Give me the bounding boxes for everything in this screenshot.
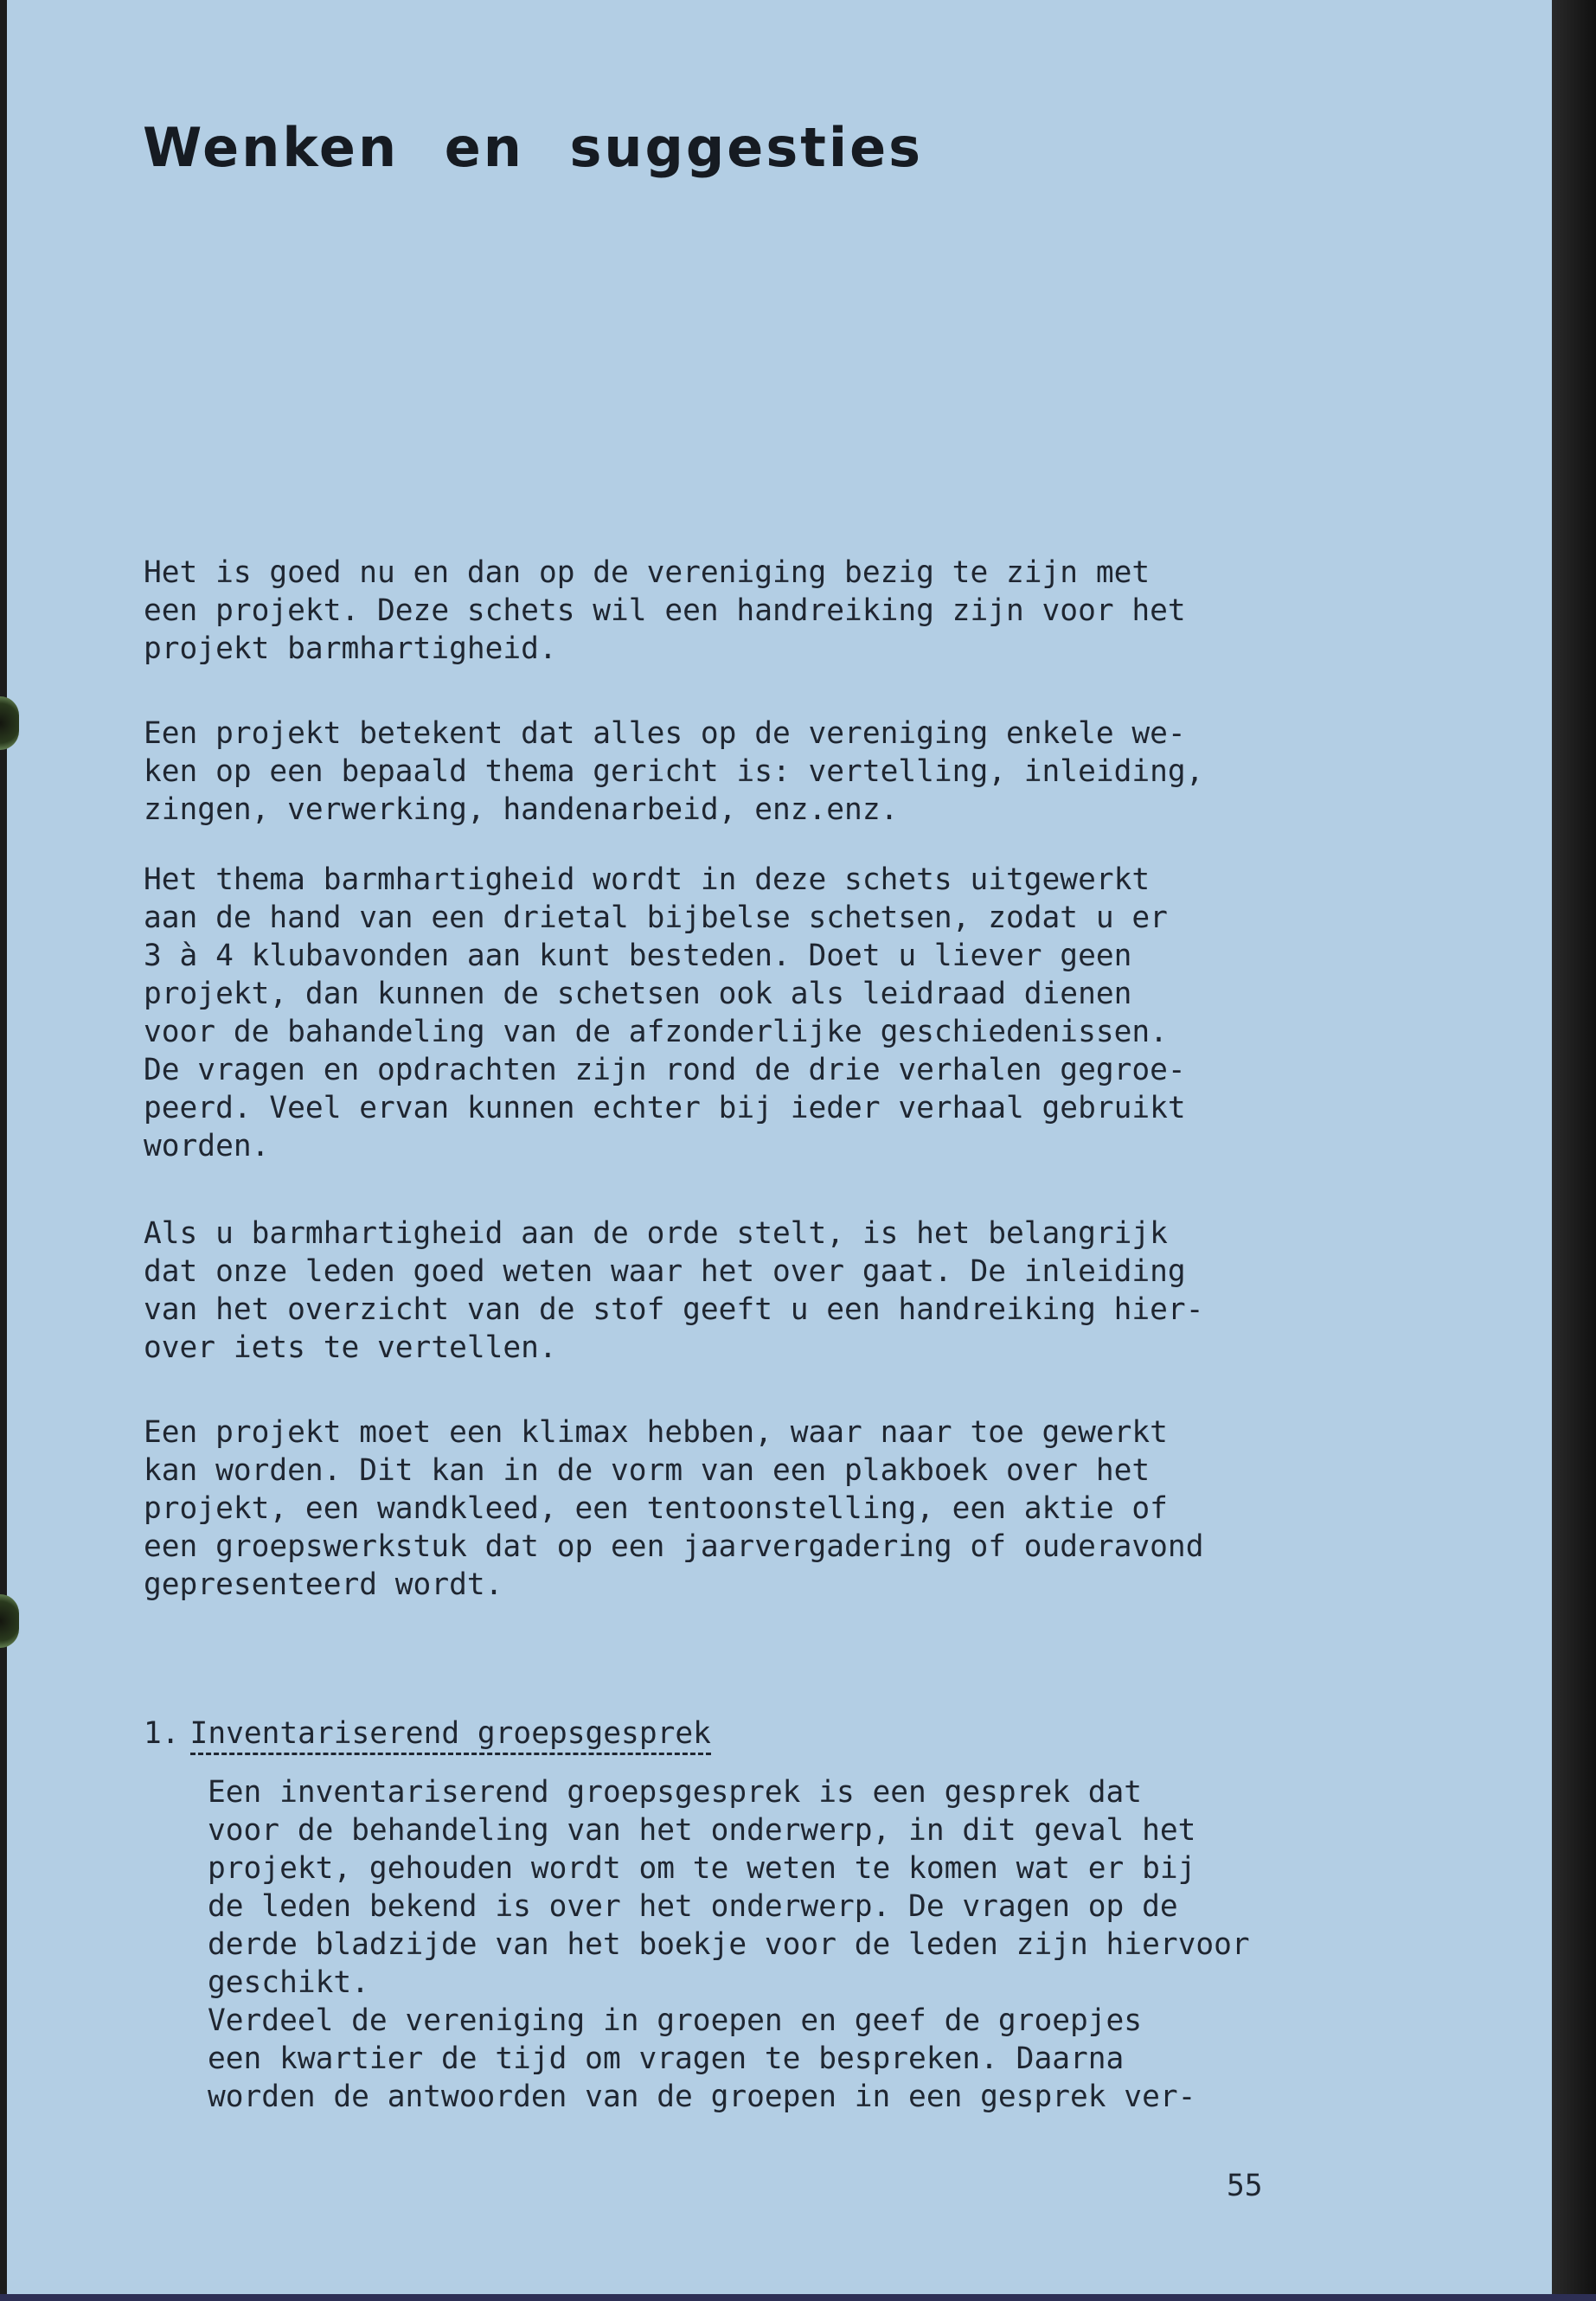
paragraph-line: 3 à 4 klubavonden aan kunt besteden. Doet u liever geen [144,939,1132,973]
paragraph-line: over iets te vertellen. [144,1330,557,1365]
page-edge-shadow [1552,0,1596,2301]
paragraph-line: Het thema barmhartigheid wordt in deze schets uitgewerkt [144,862,1151,897]
section-heading: Inventariserend groepsgesprek [190,1715,711,1755]
section-line: derde bladzijde van het boekje voor de leden zijn hiervoor [208,1927,1250,1962]
section-line: de leden bekend is over het onderwerp. De vragen op de [208,1889,1178,1924]
section-body [208,1773,1250,2116]
section-line: Verdeel de vereniging in groepen en geef de groepjes [208,2003,1143,2038]
paragraph-line: projekt, een wandkleed, een tentoonstelling, een aktie of [144,1491,1168,1526]
paragraph-line: Als u barmhartigheid aan de orde stelt, is het belangrijk [144,1216,1168,1251]
page-title: Wenken en suggesties [143,116,924,179]
paragraph-line: zingen, verwerking, handenarbeid, enz.enz. [144,792,899,827]
page-number: 55 [1227,2169,1263,2203]
paragraph-line: voor de bahandeling van de afzonderlijke geschiedenissen. [144,1015,1168,1049]
section-line: een kwartier de tijd om vragen te bespreken. Daarna [208,2041,1125,2076]
section-line: voor de behandeling van het onderwerp, in dit geval het [208,1813,1196,1848]
section-line: Een inventariserend groepsgesprek is een gesprek dat [208,1775,1143,1810]
paragraph-line: aan de hand van een drietal bijbelse schetsen, zodat u er [144,901,1168,935]
paragraph-line: dat onze leden goed weten waar het over gaat. De inleiding [144,1254,1186,1289]
paragraph-line: De vragen en opdrachten zijn rond de drie verhalen gegroe- [144,1053,1186,1087]
paragraph-line: van het overzicht van de stof geeft u een handreiking hier- [144,1292,1204,1327]
section-heading-row [144,1715,711,1755]
paragraph-line: Een projekt betekent dat alles op de vereniging enkele we- [144,716,1186,751]
paragraph-4 [144,1215,1203,1367]
paragraph-1 [144,554,1186,668]
paragraph-line: ken op een bepaald thema gericht is: vertelling, inleiding, [144,754,1204,789]
paragraph-5 [144,1413,1203,1604]
section-line: worden de antwoorden van de groepen in een gesprek ver- [208,2080,1196,2114]
section-line: projekt, gehouden wordt om te weten te komen wat er bij [208,1851,1196,1886]
paragraph-line: Het is goed nu en dan op de vereniging bezig te zijn met [144,555,1151,590]
bottom-edge [0,2294,1596,2301]
paragraph-line: Een projekt moet een klimax hebben, waar naar toe gewerkt [144,1415,1168,1450]
paragraph-line: projekt barmhartigheid. [144,631,557,666]
section-number: 1. [144,1716,180,1751]
paragraph-2 [144,715,1203,829]
paragraph-line: worden. [144,1129,270,1163]
paragraph-line: gepresenteerd wordt. [144,1567,503,1602]
section-line: geschikt. [208,1965,369,2000]
paragraph-line: peerd. Veel ervan kunnen echter bij ieder verhaal gebruikt [144,1091,1186,1125]
paragraph-line: een projekt. Deze schets wil een handreiking zijn voor het [144,593,1186,628]
paragraph-line: projekt, dan kunnen de schetsen ook als leidraad dienen [144,977,1132,1011]
paragraph-3 [144,861,1186,1165]
paragraph-line: kan worden. Dit kan in de vorm van een plakboek over het [144,1453,1151,1488]
paragraph-line: een groepswerkstuk dat op een jaarvergadering of ouderavond [144,1529,1204,1564]
